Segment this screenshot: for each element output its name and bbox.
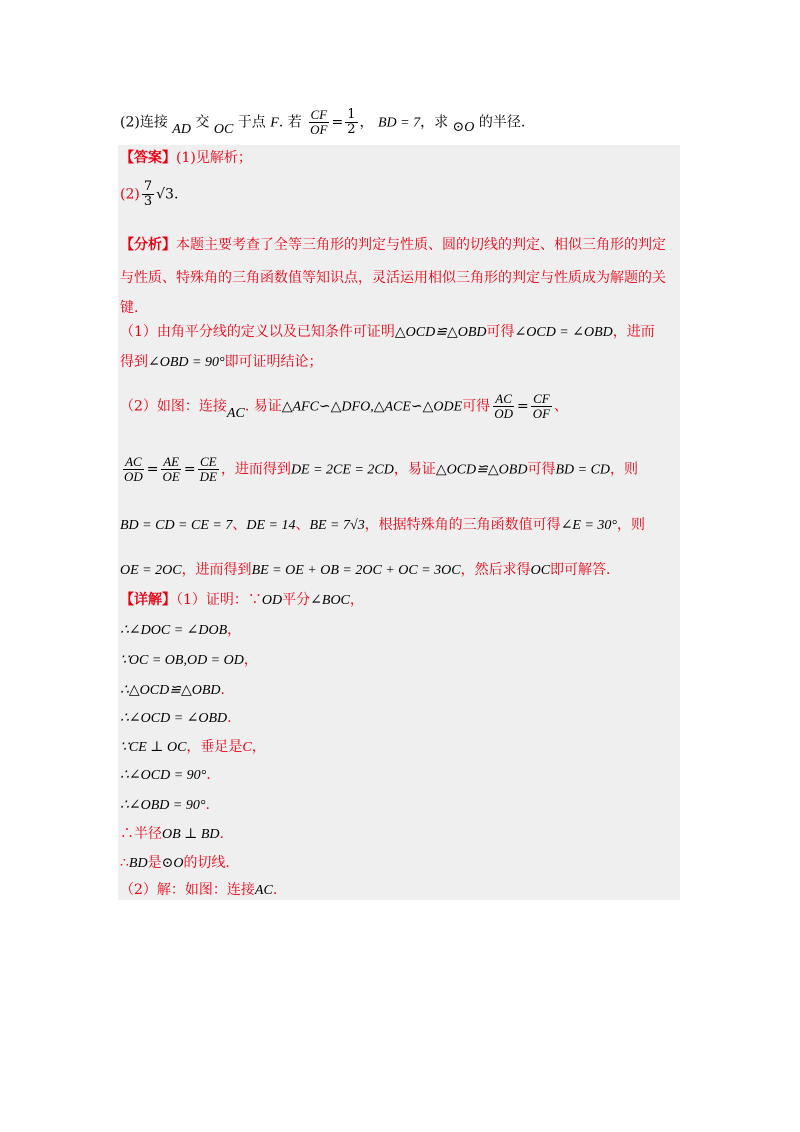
analysis-step1: （1）由角平分线的定义以及已知条件可证明△OCD≌△OBD可得∠OCD = ∠OBD，进而 [120,324,655,340]
analysis-step2: （2）如图：连接AC. 易证△AFC∽△DFO,△ACE∽△ODE可得 $\frac{AC}{OD}$ = $\frac{CF}{OF}$ 、 [120,391,569,421]
question-line: (2)连接 AD 交 OC 于点 F. 若 $\frac{CF}{OF}$ = $\frac{1}{2}$ ， BD = 7，求 ⊙O 的半径. [120,107,526,137]
answer-line-1: 【答案】(1)见解析； [120,150,252,166]
analysis-line-1: 【分析】本题主要考查了全等三角形的判定与性质、圆的切线的判定、相似三角形的判定 [120,237,666,253]
detail-label: 【详解】 [120,592,176,608]
detail-line-11: （2）解：如图：连接AC. [120,882,278,898]
answer-label: 【答案】 [120,150,176,166]
analysis-label: 【分析】 [120,237,176,253]
detail-line-9: ∴半径OB ⊥ BD. [120,826,224,842]
detail-line-10: ∴BD是⊙O的切线. [120,855,230,871]
detail-line-1: 【详解】（1）证明：∵OD平分∠BOC， [120,592,364,608]
analysis-line-2: 与性质、特殊角的三角函数值等知识点，灵活运用相似三角形的判定与性质成为解题的关 [120,270,666,286]
detail-line-6: ∵CE ⊥ OC，垂足是C， [120,739,266,755]
analysis-line-3: 键. [120,300,139,316]
detail-line-2: ∴∠DOC = ∠DOB， [120,622,242,638]
detail-line-4: ∴△OCD≌△OBD. [120,682,225,698]
detail-line-7: ∴∠OCD = 90°. [120,767,211,783]
analysis-step4: BD = CD = CE = 7、DE = 14、BE = 7√3，根据特殊角的三角函数值可得∠E = 30°，则 [120,517,646,533]
detail-line-3: ∵OC = OB,OD = OD， [120,652,258,668]
answer-line-2: (2) $\frac{7}{3}$ √3. [120,179,179,209]
detail-line-5: ∴∠OCD = ∠OBD. [120,710,232,726]
analysis-step3: $\frac{AC}{OD}$ = $\frac{AE}{OE}$ = $\frac{CE}{DE}$ ，进而得到DE = 2CE = 2CD，易证△OCD≌△OBD可得BD = CD，则 [124,454,639,484]
detail-line-8: ∴∠OBD = 90°. [120,797,210,813]
analysis-step1-cont: 得到∠OBD = 90°即可证明结论； [120,354,323,370]
analysis-step5: OE = 2OC，进而得到BE = OE + OB = 2OC + OC = 3OC，然后求得OC即可解答. [120,562,611,578]
